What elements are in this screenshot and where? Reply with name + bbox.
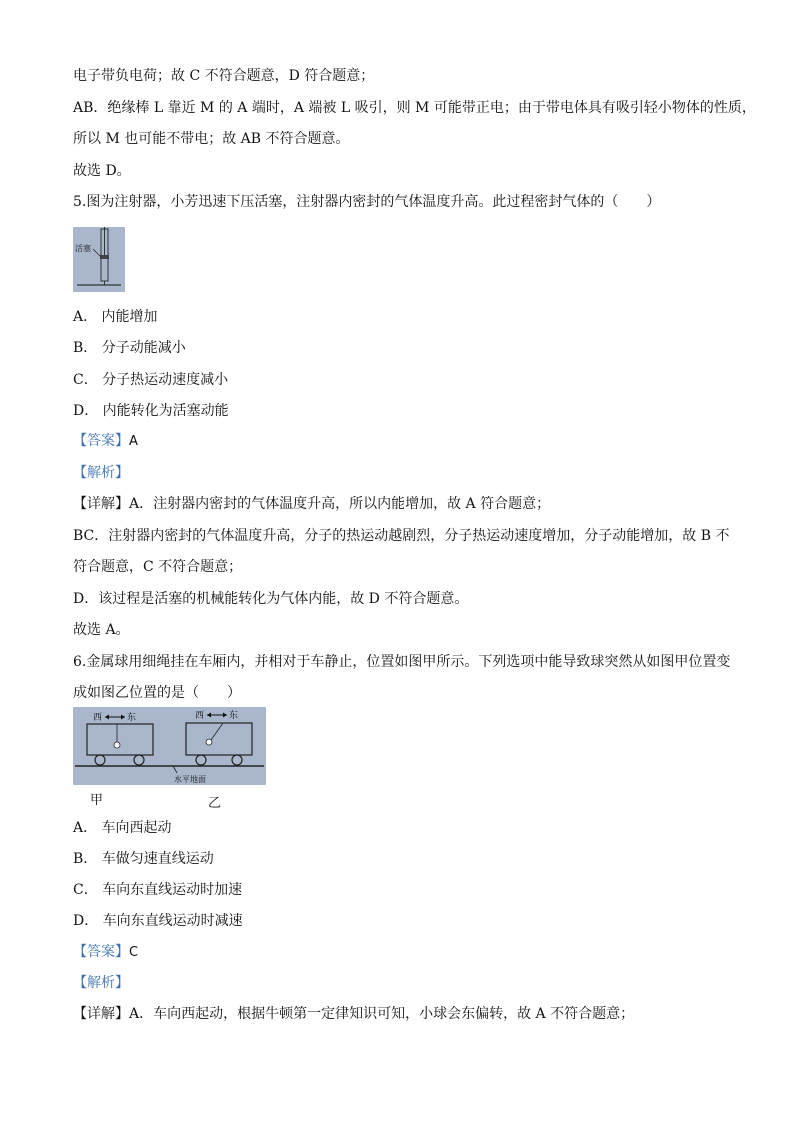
- west-label: 西: [195, 711, 205, 721]
- answer-value: A: [129, 434, 138, 449]
- text-line: 电子带负电荷；故 C 不符合题意，D 符合题意；: [73, 68, 375, 84]
- option-c: C． 分子热运动速度减小: [73, 372, 229, 388]
- text-line: D．该过程是活塞的机械能转化为气体内能，故 D 不符合题意。: [73, 591, 469, 607]
- ground-label: 水平地面: [174, 775, 206, 784]
- analysis-tag: 【解析】: [73, 975, 129, 991]
- text-line: 【详解】A．注射器内密封的气体温度升高，所以内能增加，故 A 符合题意；: [73, 496, 551, 512]
- text-line: BC．注射器内密封的气体温度升高，分子的热运动越剧烈，分子热运动速度增加，分子动能增加，故 B 不: [73, 528, 730, 544]
- option-a: A． 内能增加: [73, 309, 158, 325]
- figure-label-jia: 甲: [90, 793, 104, 808]
- syringe-figure: [73, 227, 125, 292]
- option-b: B． 车做匀速直线运动: [73, 851, 214, 867]
- answer-tag: 【答案】: [73, 433, 129, 449]
- text-line: 所以 M 也可能不带电；故 AB 不符合题意。: [73, 131, 350, 147]
- piston-label: 活塞: [75, 244, 91, 253]
- option-b: B． 分子动能减小: [73, 340, 186, 356]
- option-a: A． 车向西起动: [73, 820, 172, 836]
- question-6-cont: 成如图乙位置的是（ ）: [73, 685, 241, 701]
- answer-value: C: [129, 945, 139, 960]
- analysis-tag: 【解析】: [73, 465, 129, 481]
- west-label: 西: [93, 713, 103, 723]
- text-line: 故选 A。: [73, 622, 130, 638]
- figure-label-yi: 乙: [208, 796, 222, 811]
- option-c: C． 车向东直线运动时加速: [73, 882, 243, 898]
- text-line: 故选 D。: [73, 163, 131, 179]
- text-line: 符合题意，C 不符合题意；: [73, 559, 243, 575]
- east-label: 东: [127, 713, 137, 723]
- question-6: 6.金属球用细绳挂在车厢内，并相对于车静止，位置如图甲所示。下列选项中能导致球突然从如图甲位置变: [73, 654, 731, 670]
- option-d: D． 车向东直线运动时减速: [73, 913, 243, 929]
- answer-tag: 【答案】: [73, 944, 129, 960]
- carriage-figure: [73, 707, 266, 785]
- answer-row: [73, 942, 138, 963]
- text-line: 【详解】A．车向西起动，根据牛顿第一定律知识可知，小球会东偏转，故 A 不符合题意；: [73, 1006, 635, 1022]
- option-d: D． 内能转化为活塞动能: [73, 403, 229, 419]
- answer-row: [73, 431, 138, 452]
- east-label: 东: [229, 711, 239, 721]
- question-5: 5.图为注射器，小芳迅速下压活塞，注射器内密封的气体温度升高。此过程密封气体的（ ）: [73, 194, 661, 210]
- text-line: AB．绝缘棒 L 靠近 M 的 A 端时，A 端被 L 吸引，则 M 可能带正电；由于带电体具有吸引轻小物体的性质，: [73, 100, 756, 116]
